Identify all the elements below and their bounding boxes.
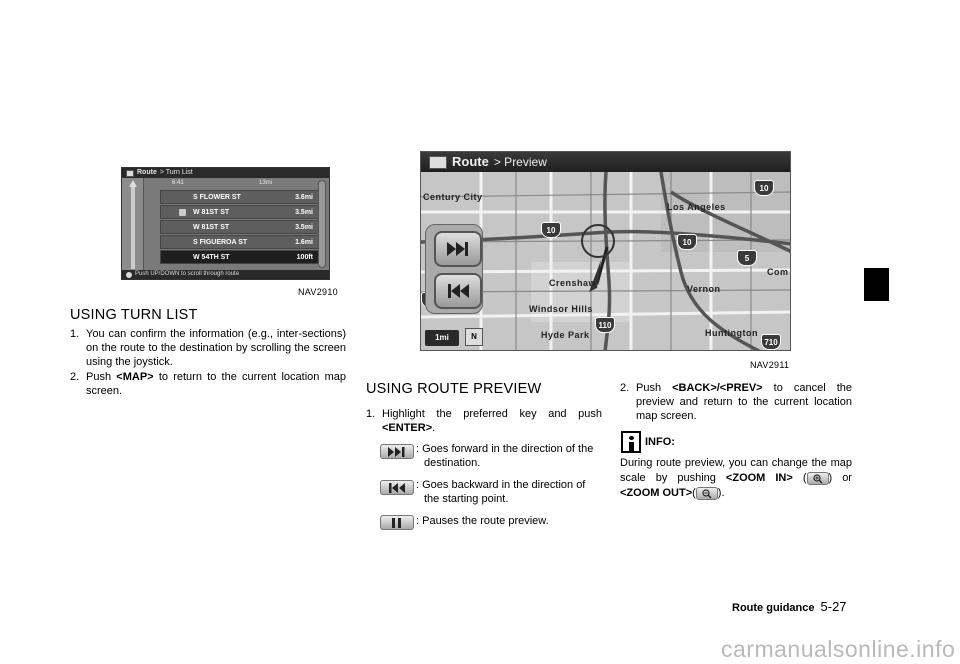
- turn-list-step-2: [70, 370, 346, 398]
- step-number: 1.: [70, 328, 80, 340]
- backward-description: : Goes backward in the direction of the starting point.: [416, 479, 586, 505]
- arrow-up-icon: [129, 180, 137, 187]
- route-preview-header: [421, 152, 790, 172]
- step-text-post: to cancel the preview and return to the current location map screen.: [636, 382, 852, 422]
- turn-list-row[interactable]: [160, 190, 320, 204]
- map-label: Huntington: [705, 328, 758, 338]
- turn-list-route-bar: [122, 178, 144, 271]
- map-label: Los Angeles: [667, 202, 726, 212]
- page-footer: [732, 599, 847, 614]
- map-label: Century City: [423, 192, 483, 202]
- paren-end: ).: [717, 487, 725, 499]
- info-label: INFO:: [645, 436, 675, 448]
- enter-key: <ENTER>: [382, 422, 433, 434]
- paren: (: [802, 472, 807, 484]
- turn-list-total-distance: 13mi: [258, 180, 272, 186]
- step-text: [86, 370, 346, 398]
- turn-list-row-selected[interactable]: [160, 250, 320, 264]
- route-bar: [131, 187, 135, 269]
- backward-key-icon: [380, 480, 414, 495]
- turn-street: W 81ST ST: [193, 208, 230, 216]
- watermark: carmanualsonline.info: [721, 636, 956, 662]
- paren-or: ) or: [828, 472, 852, 484]
- turn-list-summary: [160, 180, 320, 190]
- step-number: 2.: [620, 382, 630, 394]
- turn-list-scrollbar[interactable]: [318, 180, 326, 268]
- step-number: 1.: [366, 408, 376, 420]
- forward-button[interactable]: [434, 231, 482, 267]
- info-icon: [126, 272, 132, 278]
- turn-list-row[interactable]: [160, 205, 320, 219]
- map-title: Route: [452, 154, 489, 169]
- fast-forward-icon: [387, 447, 407, 457]
- info-block-header: [621, 431, 675, 453]
- section-heading: USING TURN LIST: [70, 307, 198, 323]
- turn-list-time: 6:41: [172, 180, 184, 186]
- map-label: Windsor Hills: [529, 304, 593, 314]
- route-preview-map: [420, 151, 791, 351]
- map-label: Crenshaw: [549, 278, 597, 288]
- freeway-shield: 5: [737, 250, 757, 266]
- traffic-icon: [179, 209, 186, 216]
- turn-distance: 3.5mi: [295, 223, 313, 231]
- pause-description: : Pauses the route preview.: [416, 515, 549, 527]
- turn-list-title: Route: [137, 169, 157, 176]
- step-text: [636, 381, 852, 423]
- route-icon: [429, 156, 447, 169]
- zoom-out-key: <ZOOM OUT>: [620, 487, 693, 499]
- turn-list-row[interactable]: [160, 235, 320, 249]
- info-icon: [621, 431, 641, 453]
- page-number: 5-27: [820, 599, 847, 614]
- turn-list-row[interactable]: [160, 220, 320, 234]
- turn-distance: 100ft: [296, 253, 313, 261]
- rewind-icon: [387, 483, 407, 493]
- north-icon[interactable]: N: [465, 328, 483, 346]
- zoom-in-icon: [807, 472, 829, 485]
- zoom-out-icon: [696, 487, 718, 500]
- turn-street: W 54TH ST: [193, 253, 230, 261]
- step-text-pre: Highlight the preferred key and push: [382, 408, 602, 420]
- route-preview-step-1: [366, 407, 602, 435]
- back-prev-key: <BACK>/<PREV>: [672, 382, 763, 394]
- forward-description: : Goes forward in the direction of the destination.: [416, 443, 594, 469]
- chapter-tab: [864, 268, 889, 301]
- step-number: 2.: [70, 371, 80, 383]
- turn-distance: 3.6mi: [295, 193, 313, 201]
- zoom-in-key: <ZOOM IN>: [725, 472, 793, 484]
- turn-list-subtitle: > Turn List: [159, 169, 193, 176]
- footer-section: Route guidance: [732, 602, 815, 614]
- map-label: Hyde Park: [541, 330, 590, 340]
- freeway-shield: 10: [541, 222, 561, 238]
- turn-list-header: [122, 168, 329, 178]
- map-scale: 1mi: [425, 330, 459, 346]
- map-label: Vernon: [687, 284, 721, 294]
- freeway-shield: 710: [761, 334, 781, 350]
- freeway-shield: 110: [595, 317, 615, 333]
- freeway-shield: 10: [677, 234, 697, 250]
- preview-position-icon: [581, 224, 615, 258]
- figure-caption: NAV2911: [750, 360, 790, 370]
- rewind-icon: [445, 283, 471, 299]
- turn-list-footer: [122, 270, 329, 279]
- turn-distance: 1.6mi: [295, 238, 313, 246]
- figure-caption: NAV2910: [298, 287, 338, 297]
- step-text-pre: Push: [86, 371, 112, 383]
- section-heading: USING ROUTE PREVIEW: [366, 381, 542, 397]
- turn-list-hint: Push UP/DOWN to scroll through route: [135, 271, 240, 277]
- info-text-pre: During route preview, you can change the map scale by pushing: [620, 457, 852, 484]
- map-key: <MAP>: [116, 371, 154, 383]
- step-text: [382, 407, 602, 435]
- pause-key-icon: [380, 515, 414, 530]
- fast-forward-icon: [445, 241, 471, 257]
- map-subtitle: > Preview: [493, 155, 547, 169]
- turn-list-step-1: [70, 327, 346, 369]
- route-icon: [126, 170, 134, 177]
- turn-distance: 3.5mi: [295, 208, 313, 216]
- info-text: [620, 456, 852, 501]
- turn-list-screenshot: [121, 167, 330, 280]
- map-label: Com: [767, 267, 789, 277]
- turn-list-rows: [160, 180, 320, 265]
- paren: (: [692, 487, 696, 499]
- turn-street: S FIGUEROA ST: [193, 238, 248, 246]
- preview-controls: [425, 224, 483, 314]
- step-text-pre: Push: [636, 382, 662, 394]
- step-text: You can confirm the information (e.g., inter-sections) on the route to the destination by scrolling the screen using the joystick.: [86, 328, 346, 368]
- step-text-end: .: [432, 422, 436, 434]
- freeway-shield: 10: [754, 180, 774, 196]
- turn-street: W 81ST ST: [193, 223, 230, 231]
- backward-button[interactable]: [434, 273, 482, 309]
- step-text-post: to return to the current location map screen.: [86, 371, 346, 397]
- pause-icon: [391, 518, 403, 528]
- route-preview-step-2: [620, 381, 852, 423]
- forward-key-icon: [380, 444, 414, 459]
- turn-street: S FLOWER ST: [193, 193, 241, 201]
